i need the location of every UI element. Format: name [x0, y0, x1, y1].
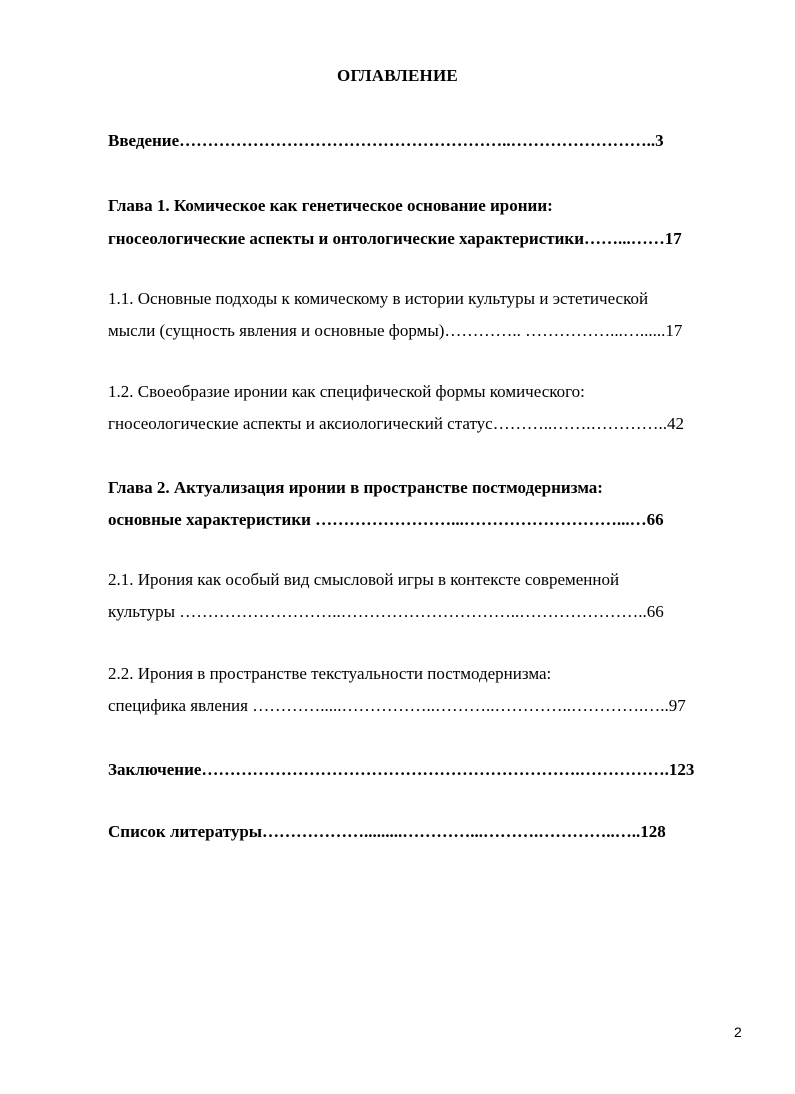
toc-line: Глава 2. Актуализация иронии в пространстве постмодернизма:	[108, 478, 603, 497]
toc-line: гносеологические аспекты и аксиологический статус………..…….…………..42	[108, 414, 684, 433]
toc-line: Глава 1. Комическое как генетическое основание иронии:	[108, 196, 553, 215]
toc-line: Введение…………………………………………………..……………………..3	[108, 131, 664, 150]
toc-line: специфика явления ………….....……………..………..…………..………….…..97	[108, 696, 686, 715]
toc-line: Заключение………………………………………………………….…………….123	[108, 760, 695, 779]
toc-line: основные характеристики ……………………...………………………...…66	[108, 510, 664, 529]
toc-line: 2.2. Ирония в пространстве текстуальности постмодернизма:	[108, 664, 552, 683]
page-number: 2	[734, 1024, 742, 1040]
toc-line: мысли (сущность явления и основные формы)………….. ……………...…......17	[108, 321, 683, 340]
toc-line: 1.1. Основные подходы к комическому в истории культуры и эстетической	[108, 289, 649, 308]
toc-line: 2.1. Ирония как особый вид смысловой игры в контексте современной	[108, 570, 620, 589]
toc-line: Список литературы……………….........…………...……….…………..…..128	[108, 822, 666, 841]
toc-title: ОГЛАВЛЕНИЕ	[337, 66, 458, 85]
toc-line: культуры ………………………..…………………………..…………………..66	[108, 602, 664, 621]
toc-line: 1.2. Своеобразие иронии как специфической формы комического:	[108, 382, 585, 401]
toc-line: гносеологические аспекты и онтологические характеристики……...……17	[108, 229, 682, 248]
